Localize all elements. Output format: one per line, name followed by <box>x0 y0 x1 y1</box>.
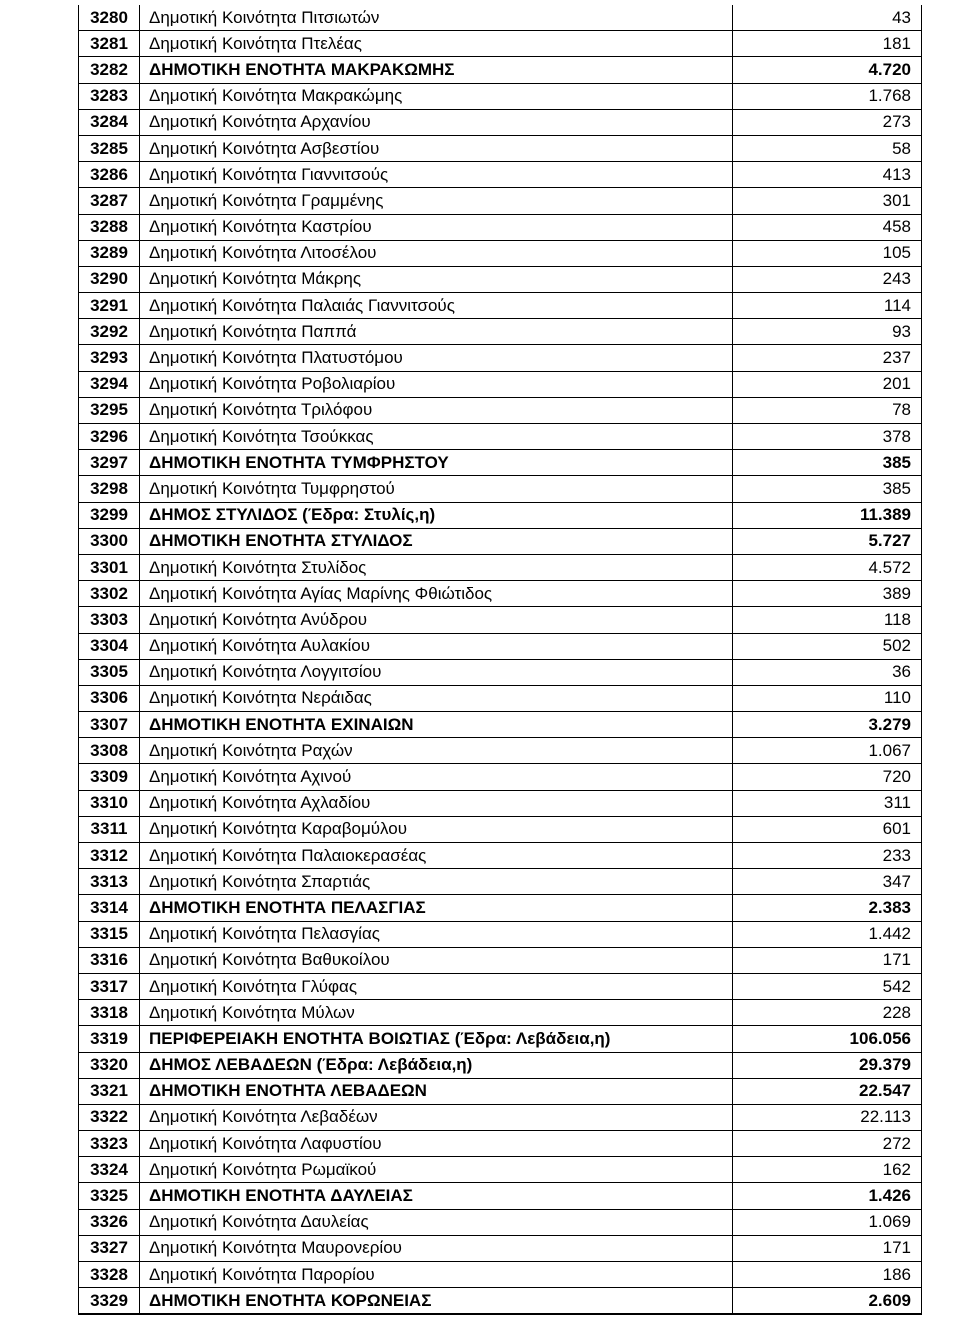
population-cell: 186 <box>733 1262 922 1288</box>
region-heading-cell: ΠΕΡΙΦΕΡΕΙΑΚΗ ΕΝΟΤΗΤΑ ΒΟΙΩΤΙΑΣ (Έδρα: Λεβάδεια,η) <box>140 1026 733 1052</box>
population-cell: 228 <box>733 1000 922 1026</box>
population-cell: 4.720 <box>733 57 922 83</box>
row-number-cell: 3280 <box>79 5 140 31</box>
table-row <box>79 869 922 895</box>
row-number-cell: 3328 <box>79 1262 140 1288</box>
table-row <box>79 1262 922 1288</box>
community-name-cell: Δημοτική Κοινότητα Λαφυστίου <box>140 1131 733 1157</box>
population-cell: 58 <box>733 135 922 161</box>
row-number-cell: 3318 <box>79 1000 140 1026</box>
row-number-cell: 3298 <box>79 476 140 502</box>
population-cell: 243 <box>733 266 922 292</box>
table-row <box>79 1052 922 1078</box>
population-cell: 389 <box>733 581 922 607</box>
table-row <box>79 895 922 921</box>
population-cell: 1.069 <box>733 1209 922 1235</box>
table-row <box>79 31 922 57</box>
row-number-cell: 3292 <box>79 319 140 345</box>
table-row <box>79 240 922 266</box>
population-table <box>78 5 922 1315</box>
table-row <box>79 319 922 345</box>
community-name-cell: Δημοτική Κοινότητα Σπαρτιάς <box>140 869 733 895</box>
community-name-cell: Δημοτική Κοινότητα Νεράιδας <box>140 685 733 711</box>
community-name-cell: Δημοτική Κοινότητα Λεβαδέων <box>140 1104 733 1130</box>
row-number-cell: 3291 <box>79 293 140 319</box>
table-row <box>79 397 922 423</box>
table-row <box>79 1157 922 1183</box>
population-cell: 43 <box>733 5 922 31</box>
population-cell: 22.113 <box>733 1104 922 1130</box>
community-name-cell: Δημοτική Κοινότητα Πιτσιωτών <box>140 5 733 31</box>
community-name-cell: Δημοτική Κοινότητα Αυλακίου <box>140 633 733 659</box>
row-number-cell: 3283 <box>79 83 140 109</box>
row-number-cell: 3315 <box>79 921 140 947</box>
population-cell: 181 <box>733 31 922 57</box>
row-number-cell: 3288 <box>79 214 140 240</box>
population-cell: 347 <box>733 869 922 895</box>
region-heading-cell: ΔΗΜΟΣ ΣΤΥΛΙΔΟΣ (Έδρα: Στυλίς,η) <box>140 502 733 528</box>
region-heading-cell: ΔΗΜΟΤΙΚΗ ΕΝΟΤΗΤΑ ΔΑΥΛΕΙΑΣ <box>140 1183 733 1209</box>
row-number-cell: 3306 <box>79 685 140 711</box>
population-table-body <box>79 5 922 1314</box>
table-row <box>79 1183 922 1209</box>
population-cell: 1.768 <box>733 83 922 109</box>
community-name-cell: Δημοτική Κοινότητα Παππά <box>140 319 733 345</box>
table-row <box>79 293 922 319</box>
population-cell: 5.727 <box>733 528 922 554</box>
population-cell: 237 <box>733 345 922 371</box>
row-number-cell: 3312 <box>79 843 140 869</box>
community-name-cell: Δημοτική Κοινότητα Πλατυστόμου <box>140 345 733 371</box>
population-cell: 1.442 <box>733 921 922 947</box>
table-row <box>79 109 922 135</box>
population-cell: 22.547 <box>733 1078 922 1104</box>
community-name-cell: Δημοτική Κοινότητα Αχλαδίου <box>140 790 733 816</box>
population-cell: 29.379 <box>733 1052 922 1078</box>
population-cell: 1.426 <box>733 1183 922 1209</box>
row-number-cell: 3282 <box>79 57 140 83</box>
community-name-cell: Δημοτική Κοινότητα Πτελέας <box>140 31 733 57</box>
table-row <box>79 1078 922 1104</box>
table-row <box>79 57 922 83</box>
population-cell: 106.056 <box>733 1026 922 1052</box>
table-row <box>79 659 922 685</box>
community-name-cell: Δημοτική Κοινότητα Τσούκκας <box>140 424 733 450</box>
community-name-cell: Δημοτική Κοινότητα Παλαιοκερασέας <box>140 843 733 869</box>
table-row <box>79 947 922 973</box>
population-cell: 601 <box>733 816 922 842</box>
community-name-cell: Δημοτική Κοινότητα Γιαννιτσούς <box>140 162 733 188</box>
community-name-cell: Δημοτική Κοινότητα Βαθυκοίλου <box>140 947 733 973</box>
community-name-cell: Δημοτική Κοινότητα Γλύφας <box>140 973 733 999</box>
table-row <box>79 973 922 999</box>
row-number-cell: 3294 <box>79 371 140 397</box>
table-row <box>79 345 922 371</box>
community-name-cell: Δημοτική Κοινότητα Ασβεστίου <box>140 135 733 161</box>
row-number-cell: 3310 <box>79 790 140 816</box>
community-name-cell: Δημοτική Κοινότητα Λογγιτσίου <box>140 659 733 685</box>
table-row <box>79 1209 922 1235</box>
row-number-cell: 3285 <box>79 135 140 161</box>
population-cell: 272 <box>733 1131 922 1157</box>
table-row <box>79 607 922 633</box>
table-row <box>79 633 922 659</box>
region-heading-cell: ΔΗΜΟΤΙΚΗ ΕΝΟΤΗΤΑ ΕΧΙΝΑΙΩΝ <box>140 712 733 738</box>
table-row <box>79 188 922 214</box>
row-number-cell: 3324 <box>79 1157 140 1183</box>
table-row <box>79 266 922 292</box>
community-name-cell: Δημοτική Κοινότητα Λιτοσέλου <box>140 240 733 266</box>
row-number-cell: 3309 <box>79 764 140 790</box>
row-number-cell: 3303 <box>79 607 140 633</box>
row-number-cell: 3313 <box>79 869 140 895</box>
row-number-cell: 3321 <box>79 1078 140 1104</box>
community-name-cell: Δημοτική Κοινότητα Τριλόφου <box>140 397 733 423</box>
table-row <box>79 554 922 580</box>
row-number-cell: 3323 <box>79 1131 140 1157</box>
row-number-cell: 3305 <box>79 659 140 685</box>
row-number-cell: 3314 <box>79 895 140 921</box>
table-row <box>79 214 922 240</box>
community-name-cell: Δημοτική Κοινότητα Μύλων <box>140 1000 733 1026</box>
row-number-cell: 3302 <box>79 581 140 607</box>
row-number-cell: 3290 <box>79 266 140 292</box>
table-row <box>79 450 922 476</box>
row-number-cell: 3327 <box>79 1235 140 1261</box>
table-row <box>79 685 922 711</box>
population-cell: 233 <box>733 843 922 869</box>
region-heading-cell: ΔΗΜΟΤΙΚΗ ΕΝΟΤΗΤΑ ΚΟΡΩΝΕΙΑΣ <box>140 1288 733 1315</box>
region-heading-cell: ΔΗΜΟΤΙΚΗ ΕΝΟΤΗΤΑ ΜΑΚΡΑΚΩΜΗΣ <box>140 57 733 83</box>
table-row <box>79 371 922 397</box>
population-cell: 311 <box>733 790 922 816</box>
row-number-cell: 3316 <box>79 947 140 973</box>
community-name-cell: Δημοτική Κοινότητα Ραχών <box>140 738 733 764</box>
table-row <box>79 790 922 816</box>
community-name-cell: Δημοτική Κοινότητα Ρωμαϊκού <box>140 1157 733 1183</box>
community-name-cell: Δημοτική Κοινότητα Μακρακώμης <box>140 83 733 109</box>
table-row <box>79 162 922 188</box>
row-number-cell: 3325 <box>79 1183 140 1209</box>
table-row <box>79 502 922 528</box>
population-cell: 413 <box>733 162 922 188</box>
row-number-cell: 3281 <box>79 31 140 57</box>
population-cell: 36 <box>733 659 922 685</box>
community-name-cell: Δημοτική Κοινότητα Ροβολιαρίου <box>140 371 733 397</box>
community-name-cell: Δημοτική Κοινότητα Μαυρονερίου <box>140 1235 733 1261</box>
table-row <box>79 738 922 764</box>
row-number-cell: 3299 <box>79 502 140 528</box>
table-row <box>79 1131 922 1157</box>
row-number-cell: 3301 <box>79 554 140 580</box>
community-name-cell: Δημοτική Κοινότητα Παρορίου <box>140 1262 733 1288</box>
region-heading-cell: ΔΗΜΟΣ ΛΕΒΑΔΕΩΝ (Έδρα: Λεβάδεια,η) <box>140 1052 733 1078</box>
row-number-cell: 3296 <box>79 424 140 450</box>
population-cell: 171 <box>733 947 922 973</box>
community-name-cell: Δημοτική Κοινότητα Τυμφρηστού <box>140 476 733 502</box>
population-cell: 385 <box>733 450 922 476</box>
row-number-cell: 3326 <box>79 1209 140 1235</box>
table-row <box>79 1000 922 1026</box>
population-cell: 542 <box>733 973 922 999</box>
table-row <box>79 1026 922 1052</box>
community-name-cell: Δημοτική Κοινότητα Αρχανίου <box>140 109 733 135</box>
population-cell: 171 <box>733 1235 922 1261</box>
row-number-cell: 3319 <box>79 1026 140 1052</box>
community-name-cell: Δημοτική Κοινότητα Καραβομύλου <box>140 816 733 842</box>
population-cell: 458 <box>733 214 922 240</box>
population-cell: 110 <box>733 685 922 711</box>
population-cell: 378 <box>733 424 922 450</box>
table-row <box>79 528 922 554</box>
row-number-cell: 3304 <box>79 633 140 659</box>
row-number-cell: 3308 <box>79 738 140 764</box>
population-cell: 1.067 <box>733 738 922 764</box>
region-heading-cell: ΔΗΜΟΤΙΚΗ ΕΝΟΤΗΤΑ ΛΕΒΑΔΕΩΝ <box>140 1078 733 1104</box>
population-cell: 162 <box>733 1157 922 1183</box>
table-row <box>79 476 922 502</box>
population-cell: 118 <box>733 607 922 633</box>
community-name-cell: Δημοτική Κοινότητα Καστρίου <box>140 214 733 240</box>
table-row <box>79 1104 922 1130</box>
table-row <box>79 1288 922 1315</box>
row-number-cell: 3307 <box>79 712 140 738</box>
table-row <box>79 581 922 607</box>
population-cell: 78 <box>733 397 922 423</box>
region-heading-cell: ΔΗΜΟΤΙΚΗ ΕΝΟΤΗΤΑ ΤΥΜΦΡΗΣΤΟΥ <box>140 450 733 476</box>
table-row <box>79 424 922 450</box>
table-row <box>79 83 922 109</box>
table-row <box>79 816 922 842</box>
population-cell: 201 <box>733 371 922 397</box>
row-number-cell: 3287 <box>79 188 140 214</box>
community-name-cell: Δημοτική Κοινότητα Πελασγίας <box>140 921 733 947</box>
row-number-cell: 3329 <box>79 1288 140 1315</box>
population-cell: 3.279 <box>733 712 922 738</box>
row-number-cell: 3295 <box>79 397 140 423</box>
row-number-cell: 3284 <box>79 109 140 135</box>
row-number-cell: 3286 <box>79 162 140 188</box>
row-number-cell: 3311 <box>79 816 140 842</box>
community-name-cell: Δημοτική Κοινότητα Παλαιάς Γιαννιτσούς <box>140 293 733 319</box>
population-cell: 2.383 <box>733 895 922 921</box>
community-name-cell: Δημοτική Κοινότητα Γραμμένης <box>140 188 733 214</box>
region-heading-cell: ΔΗΜΟΤΙΚΗ ΕΝΟΤΗΤΑ ΣΤΥΛΙΔΟΣ <box>140 528 733 554</box>
row-number-cell: 3293 <box>79 345 140 371</box>
table-row <box>79 843 922 869</box>
community-name-cell: Δημοτική Κοινότητα Αχινού <box>140 764 733 790</box>
population-cell: 4.572 <box>733 554 922 580</box>
row-number-cell: 3297 <box>79 450 140 476</box>
table-row <box>79 712 922 738</box>
community-name-cell: Δημοτική Κοινότητα Δαυλείας <box>140 1209 733 1235</box>
population-cell: 273 <box>733 109 922 135</box>
table-row <box>79 921 922 947</box>
table-row <box>79 135 922 161</box>
row-number-cell: 3320 <box>79 1052 140 1078</box>
population-cell: 93 <box>733 319 922 345</box>
community-name-cell: Δημοτική Κοινότητα Στυλίδος <box>140 554 733 580</box>
row-number-cell: 3300 <box>79 528 140 554</box>
community-name-cell: Δημοτική Κοινότητα Ανύδρου <box>140 607 733 633</box>
population-cell: 385 <box>733 476 922 502</box>
row-number-cell: 3322 <box>79 1104 140 1130</box>
population-cell: 114 <box>733 293 922 319</box>
row-number-cell: 3317 <box>79 973 140 999</box>
table-row <box>79 764 922 790</box>
population-cell: 502 <box>733 633 922 659</box>
table-row <box>79 5 922 31</box>
row-number-cell: 3289 <box>79 240 140 266</box>
table-row <box>79 1235 922 1261</box>
community-name-cell: Δημοτική Κοινότητα Μάκρης <box>140 266 733 292</box>
region-heading-cell: ΔΗΜΟΤΙΚΗ ΕΝΟΤΗΤΑ ΠΕΛΑΣΓΙΑΣ <box>140 895 733 921</box>
population-cell: 105 <box>733 240 922 266</box>
population-cell: 301 <box>733 188 922 214</box>
population-cell: 2.609 <box>733 1288 922 1315</box>
population-cell: 11.389 <box>733 502 922 528</box>
population-cell: 720 <box>733 764 922 790</box>
community-name-cell: Δημοτική Κοινότητα Αγίας Μαρίνης Φθιώτιδος <box>140 581 733 607</box>
